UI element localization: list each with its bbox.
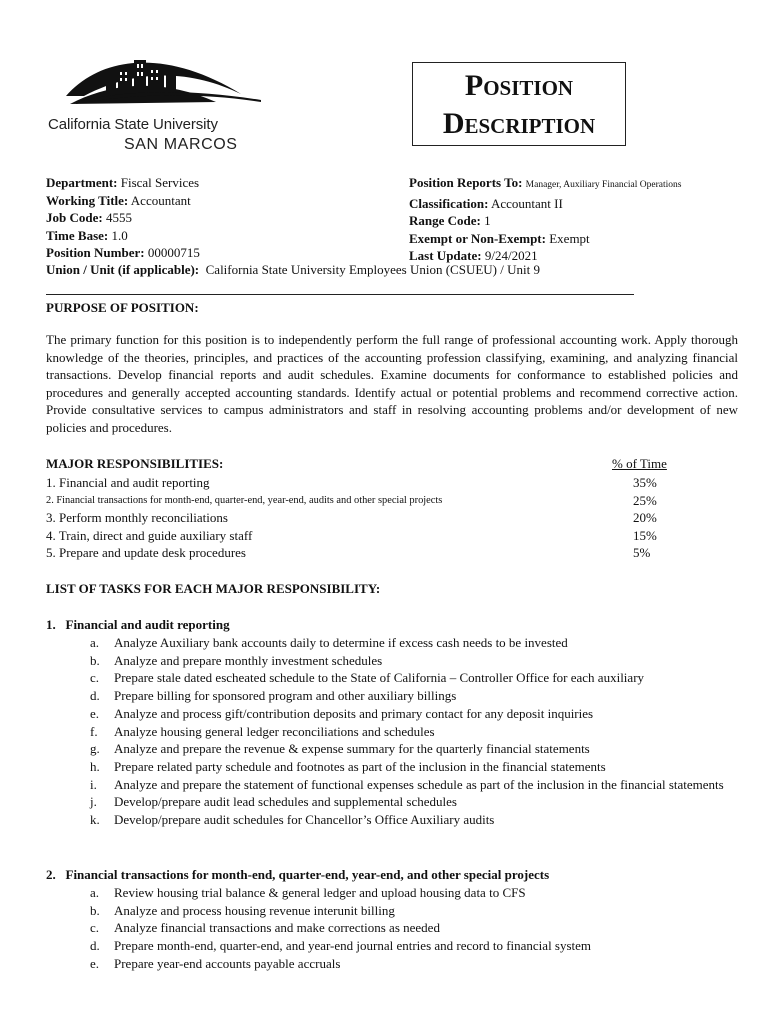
meta-row [46,227,200,245]
meta-row [46,209,200,227]
document-title [412,62,626,146]
meta-label: Range Code: [409,213,481,229]
task-letter: g. [90,741,100,757]
meta-row [409,195,681,213]
task-letter: b. [90,652,100,668]
task-text: Prepare related party schedule and footnotes as part of the inclusion in the financial statements [114,758,606,774]
percent-list [633,474,657,562]
task-item [90,652,740,670]
percent-value: 25% [633,492,657,508]
section-2-title: 2. Financial transactions for month-end, quarter-end, year-end, and other special projects [46,867,550,882]
task-item [90,811,740,829]
tasks-heading: LIST OF TASKS FOR EACH MAJOR RESPONSIBILITY: [46,581,381,596]
meta-value: 4555 [105,210,132,226]
meta-value: Fiscal Services [120,175,200,190]
responsibility-item: 3. Perform monthly reconciliations [46,510,228,526]
union-unit [46,262,540,278]
meta-label: Position Number: [46,245,145,261]
task-text: Analyze and prepare monthly investment schedules [114,652,383,668]
task-letter: b. [90,902,100,918]
task-item [90,634,740,652]
task-letter: f. [90,723,98,739]
task-item [90,687,740,705]
meta-label: Department: [46,175,118,190]
task-item [90,723,740,741]
title-line-1: Position [464,69,574,102]
meta-label: Job Code: [46,210,103,226]
task-text: Develop/prepare audit schedules for Chancellor’s Office Auxiliary audits [114,812,495,828]
task-text: Analyze financial transactions and make corrections as needed [114,920,440,936]
task-text: Analyze Auxiliary bank accounts daily to determine if excess cash needs to be invested [114,635,568,650]
task-text: Analyze housing general ledger reconciliations and schedules [114,723,435,739]
title-line-2: Description [442,107,596,140]
meta-row [409,230,681,248]
meta-value: Exempt [549,230,590,246]
meta-label: Time Base: [46,227,109,243]
meta-label: Exempt or Non-Exempt: [409,230,546,246]
purpose-heading: PURPOSE OF POSITION: [46,300,199,315]
percent-time-heading: % of Time [612,456,667,471]
task-text: Develop/prepare audit lead schedules and supplemental schedules [114,794,457,810]
percent-value: 5% [633,545,651,561]
meta-value: 1.0 [111,227,128,243]
meta-row [409,174,681,195]
responsibility-item: 1. Financial and audit reporting [46,475,210,490]
logo-university-name: California State University [48,116,218,133]
meta-row [46,174,200,192]
percent-value: 35% [633,475,657,490]
meta-row [46,192,200,210]
task-item [90,705,740,723]
responsibilities-list [46,474,442,562]
task-letter: j. [90,794,97,810]
position-meta-left [46,174,200,262]
percent-value: 20% [633,510,657,526]
task-text: Analyze and process housing revenue interunit billing [114,902,395,918]
meta-label: Working Title: [46,192,129,208]
task-text: Prepare month-end, quarter-end, and year-end journal entries and record to financial system [114,938,592,954]
section-1-title: 1. Financial and audit reporting [46,617,230,632]
task-text: Prepare billing for sponsored program and other auxiliary billings [114,688,457,704]
responsibility-item: 2. Financial transactions for month-end, quarter-end, year-end, audits and other special projects [46,494,443,506]
meta-row [409,212,681,230]
task-letter: h. [90,758,100,774]
meta-value: 9/24/2021 [484,248,538,264]
meta-value: 00000715 [147,245,200,261]
meta-row [46,244,200,262]
task-item [90,793,740,811]
task-text: Review housing trial balance & general ledger and upload housing data to CFS [114,885,526,900]
task-item [90,902,740,920]
task-item [90,919,740,937]
task-letter: a. [90,885,100,900]
task-item [90,884,740,902]
task-item [90,669,740,687]
task-item [90,937,740,955]
task-letter: e. [90,955,100,971]
meta-label: Position Reports To: [409,175,523,190]
task-item [90,740,740,758]
meta-label: Classification: [409,195,489,211]
meta-value: Accountant [130,192,191,208]
task-text: Analyze and prepare the revenue & expense summary for the quarterly financial statements [114,741,590,757]
section-divider [46,294,634,295]
section-1-tasks [90,634,740,829]
university-logo [46,50,268,158]
percent-value: 15% [633,527,657,543]
meta-value: Accountant II [491,195,563,211]
task-letter: d. [90,938,100,954]
purpose-text: The primary function for this position is to independently perform the full range of professional accounting work. Apply thorough knowledge of the theories, principles, and practices of the accounting profession classifying, examining, and analyzing financial transactions. Develop financial reports and audit schedules. Examine documents for conformance to established policies and procedures and generally accepted accounting standards. Identify actual or potential problems and recommend corrective action. Provide consultative services to campus administrators and staff in resolving accounting problems and/or development of new policies and procedures. [46,332,738,435]
task-letter: d. [90,688,100,704]
task-letter: c. [90,920,100,936]
logo-campus-name: SAN MARCOS [124,136,238,153]
union-label: Union / Unit (if applicable): [46,262,200,277]
task-letter: a. [90,635,100,650]
responsibilities-heading: MAJOR RESPONSIBILITIES: [46,456,224,471]
task-letter: k. [90,812,100,828]
task-text: Analyze and process gift/contribution deposits and primary contact for any deposit inquiries [114,705,594,721]
position-meta-right [409,174,681,265]
task-letter: c. [90,670,100,686]
campus-skyline-icon [46,50,268,120]
task-text: Prepare stale dated escheated schedule to the State of California – Controller Office for each auxiliary [114,670,645,686]
task-text: Analyze and prepare the statement of functional expenses schedule as part of the inclusion in the financial statements [114,776,724,792]
task-item [90,758,740,776]
task-item [90,955,740,973]
task-text: Prepare year-end accounts payable accruals [114,955,341,971]
meta-label: Last Update: [409,248,482,264]
meta-value: 1 [484,213,491,229]
responsibility-item: 5. Prepare and update desk procedures [46,545,246,561]
section-2-tasks [90,884,740,973]
task-letter: i. [90,776,97,792]
union-value: California State University Employees Union (CSUEU) / Unit 9 [205,262,540,277]
task-item [90,776,740,794]
meta-value: Manager, Auxiliary Financial Operations [525,180,682,190]
responsibility-item: 4. Train, direct and guide auxiliary staff [46,527,253,543]
task-letter: e. [90,705,100,721]
